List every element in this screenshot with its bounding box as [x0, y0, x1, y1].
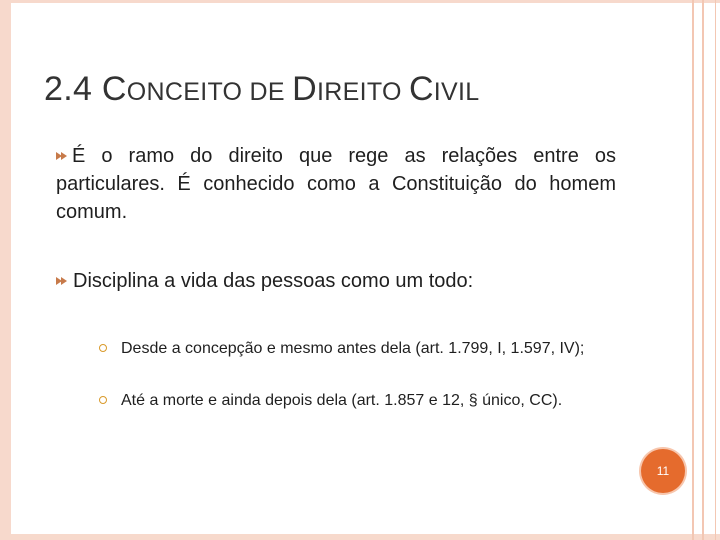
- right-frame: [692, 0, 704, 540]
- title-part: IVIL: [433, 78, 480, 106]
- bullet-item: [56, 142, 616, 226]
- bullet-text: Disciplina a vida das pessoas como um todo:: [73, 270, 474, 292]
- sub-bullet-text: Até a morte e ainda depois dela (art. 1.857 e 12, § único, CC).: [121, 392, 563, 409]
- title-part: 2.4 C: [44, 70, 127, 108]
- circle-bullet-icon: [99, 344, 107, 352]
- right-frame-line: [715, 0, 716, 540]
- sub-bullet-text: Desde a concepção e mesmo antes dela (art. 1.799, I, 1.597, IV);: [121, 340, 585, 357]
- title-part: D: [292, 70, 317, 108]
- bullet-text: É o ramo do direito que rege as relações entre os particulares. É conhecido como a Constituição do homem comum.: [56, 145, 616, 223]
- bullet-arrow-icon: [55, 276, 69, 286]
- bullet-item: [56, 267, 616, 295]
- top-border: [0, 0, 720, 3]
- page-number-badge: 11: [641, 449, 685, 493]
- title-part: ONCEITO DE: [126, 78, 293, 106]
- sub-bullet-item: [97, 390, 615, 412]
- bullet-arrow-icon: [55, 151, 69, 161]
- title-part: IREITO: [317, 78, 409, 106]
- circle-bullet-icon: [99, 396, 107, 404]
- bottom-border: [0, 534, 720, 540]
- sub-bullet-item: [97, 338, 615, 360]
- title-part: C: [408, 70, 434, 108]
- left-border: [0, 0, 11, 540]
- slide-title: [44, 70, 479, 109]
